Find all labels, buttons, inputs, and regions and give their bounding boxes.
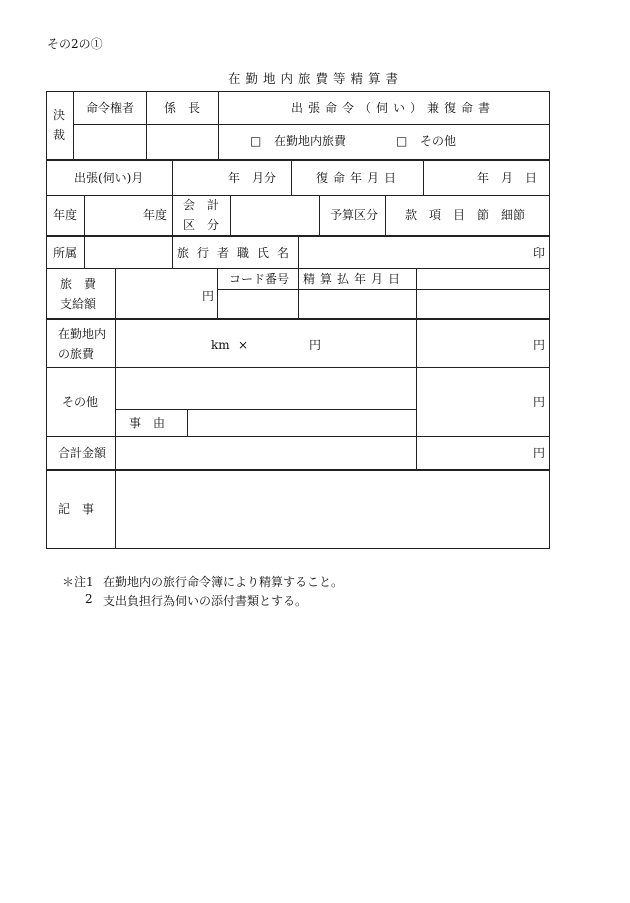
- budget-category-label: 予算区分: [330, 208, 379, 222]
- return-date-label: 復命年月日: [316, 171, 402, 185]
- traveler-name-label: 旅行者職氏名: [177, 246, 298, 260]
- return-date-value[interactable]: 年 月 日: [477, 171, 538, 185]
- reason-label: 事 由: [129, 416, 166, 430]
- other-yen: 円: [533, 395, 546, 409]
- remarks-label: 記 事: [58, 502, 95, 516]
- total-amount-label: 合計金額: [58, 446, 107, 460]
- local-travel-total-yen: 円: [533, 338, 546, 352]
- footnote-1-prefix: ＊注1: [62, 575, 94, 589]
- checkbox-other[interactable]: □: [396, 134, 408, 148]
- local-travel-label-2: の旅費: [58, 347, 95, 361]
- footnote-2: 支出負担行為伺いの添付書類とする。: [103, 594, 308, 608]
- payment-label-1: 旅 費: [60, 277, 97, 291]
- checkbox-local-travel-label: 在勤地内旅費: [274, 134, 347, 148]
- footnote-1: 在勤地内の旅行命令簿により精算すること。: [103, 575, 344, 589]
- trip-month-value[interactable]: 年 月分: [228, 171, 277, 185]
- document-number: その2の①: [47, 37, 103, 51]
- trip-month-label: 出張(伺い)月: [74, 171, 144, 185]
- seal-mark: 印: [533, 246, 546, 260]
- document-title: 在勤地内旅費等精算書: [228, 71, 404, 86]
- distance-unit: km: [211, 338, 230, 352]
- total-amount-yen: 円: [533, 446, 546, 460]
- local-travel-label-1: 在勤地内: [58, 327, 107, 341]
- fiscal-year-value[interactable]: 年度: [143, 208, 168, 222]
- chief-column: 係 長: [164, 101, 201, 115]
- code-number-label: コード番号: [229, 272, 290, 286]
- budget-items-label: 款 項 目 節 細節: [405, 208, 526, 222]
- checkbox-local-travel[interactable]: □: [250, 134, 262, 148]
- settlement-date-label: 精算払年月日: [303, 272, 406, 286]
- account-label-1: 会 計: [183, 198, 220, 212]
- fiscal-year-label: 年度: [53, 208, 78, 222]
- department-label: 所属: [53, 246, 78, 260]
- account-label-2: 区 分: [183, 218, 220, 232]
- multiply-sign: ×: [238, 338, 249, 352]
- approval-label-1: 決: [53, 108, 66, 122]
- approver-column: 命令権者: [86, 101, 135, 115]
- order-title: 出張命令（伺い）兼復命書: [291, 101, 496, 115]
- footnote-2-prefix: 2: [85, 592, 93, 606]
- checkbox-other-label: その他: [420, 134, 457, 148]
- rate-yen: 円: [309, 338, 322, 352]
- other-label: その他: [62, 395, 99, 409]
- approval-label-2: 裁: [53, 128, 66, 142]
- payment-yen: 円: [202, 289, 215, 303]
- payment-label-2: 支給額: [60, 297, 97, 311]
